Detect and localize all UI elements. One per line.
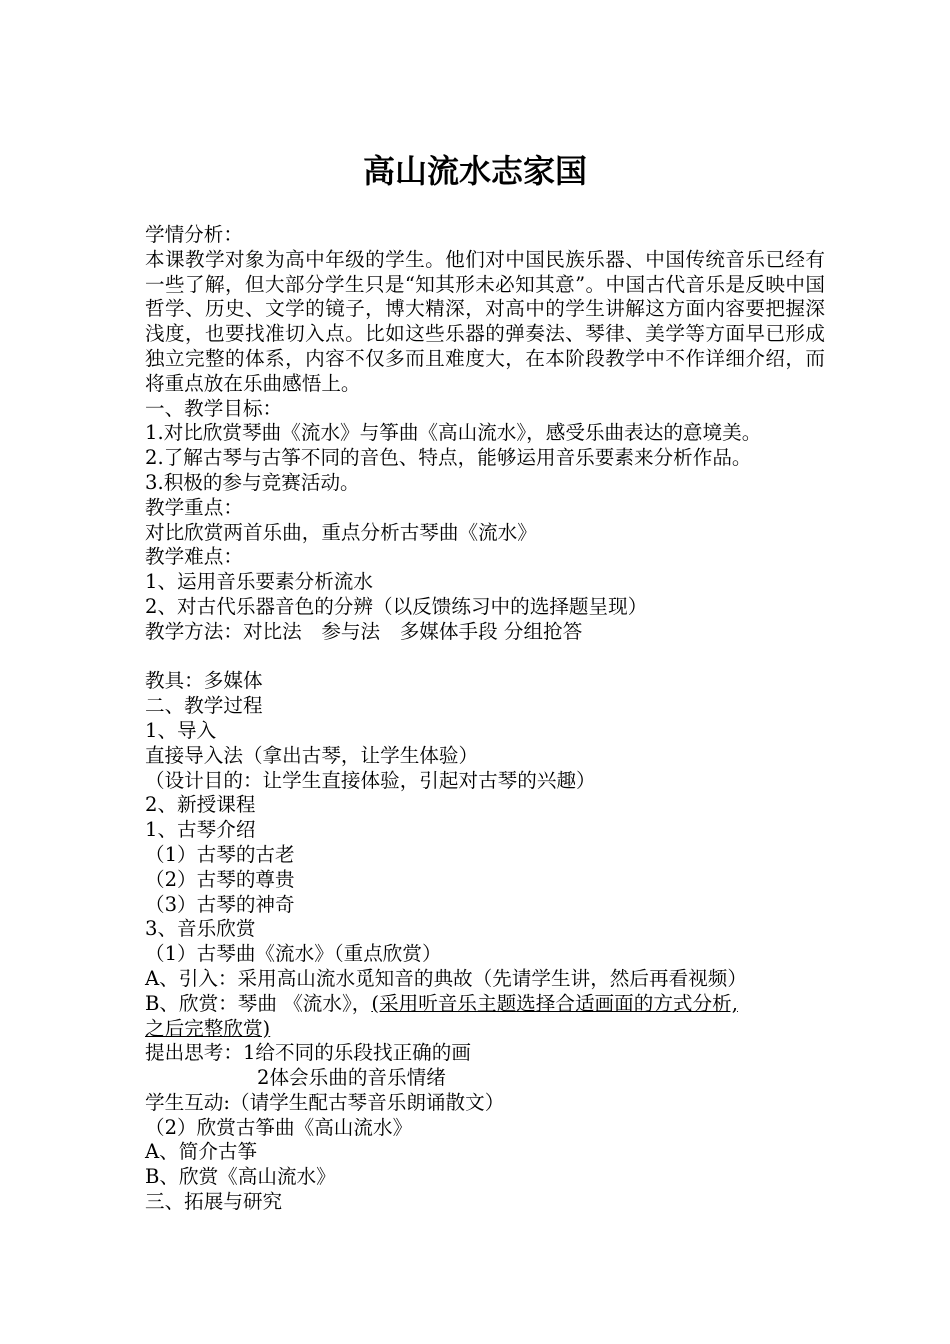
process-intro-method: 直接导入法（拿出古琴，让学生体验）	[145, 743, 479, 767]
thinking-question-1: 提出思考：1给不同的乐段找正确的画	[145, 1041, 471, 1065]
goal-item-1: 1.对比欣赏琴曲《流水》与筝曲《高山流水》，感受乐曲表达的意境美。	[145, 421, 762, 445]
guzheng-step-b: B、欣赏《高山流水》	[145, 1165, 336, 1189]
appreciation-step-a: A、引入：采用高山流水觅知音的典故（先请学生讲，然后再看视频）	[145, 966, 747, 990]
blank-line	[145, 645, 825, 670]
goal-item-2: 2.了解古琴与古筝不同的音色、特点，能够运用音乐要素来分析作品。	[145, 446, 752, 470]
process-step-new-lesson: 2、新授课程	[145, 793, 256, 817]
appreciation-item-gaoshan: （2）欣赏古筝曲《高山流水》	[145, 1115, 413, 1139]
student-interaction: 学生互动:（请学生配古琴音乐朗诵散文）	[145, 1090, 505, 1114]
thinking-question-2: 2体会乐曲的音乐情绪	[257, 1066, 446, 1090]
guqin-intro-item-1: （1）古琴的古老	[145, 842, 295, 866]
section-heading-extension: 三、拓展与研究	[145, 1190, 283, 1214]
guqin-intro-item-3: （3）古琴的神奇	[145, 892, 295, 916]
section-heading-goals: 一、教学目标：	[145, 396, 283, 420]
analysis-paragraph: 本课教学对象为高中年级的学生。他们对中国民族乐器、中国传统音乐已经有一些了解，但大部分学生只是“知其形未必知其意”。中国古代音乐是反映中国哲学、历史、文学的镜子，博大精深，对高中的学生讲解这方面内容要把握深浅度，也要找准切入点。比如这些乐器的弹奏法、琴律、美学等方面早已形成独立完整的体系，内容不仅多而且难度大，在本阶段教学中不作详细介绍，而将重点放在乐曲感悟上。	[145, 247, 825, 395]
process-step-intro: 1、导入	[145, 718, 217, 742]
guzheng-step-a: A、简介古筝	[145, 1140, 258, 1164]
page-title: 高山流水志家国	[362, 152, 587, 191]
music-appreciation-heading: 3、音乐欣赏	[145, 917, 256, 941]
guqin-intro-heading: 1、古琴介绍	[145, 818, 256, 842]
appreciation-item-liushui: （1）古琴曲《流水》（重点欣赏）	[145, 942, 442, 966]
difficulty-item-2: 2、对古代乐器音色的分辨（以反馈练习中的选择题呈现）	[145, 594, 648, 618]
difficulty-item-1: 1、运用音乐要素分析流水	[145, 570, 373, 594]
section-heading-process: 二、教学过程	[145, 694, 263, 718]
section-heading-analysis: 学情分析：	[145, 223, 243, 246]
teaching-aids: 教具：多媒体	[145, 669, 263, 693]
goal-item-3: 3.积极的参与竞赛活动。	[145, 470, 360, 494]
key-points-text: 对比欣赏两首乐曲，重点分析古琴曲《流水》	[145, 520, 537, 544]
appreciation-step-b-label: B、欣赏：琴曲 《流水》，	[145, 991, 372, 1015]
section-heading-key-points: 教学重点：	[145, 495, 243, 519]
section-heading-difficulties: 教学难点：	[145, 545, 243, 569]
appreciation-step-b	[145, 992, 825, 1017]
process-intro-purpose: （设计目的：让学生直接体验，引起对古琴的兴趣）	[145, 768, 596, 792]
teaching-methods: 教学方法：对比法 参与法 多媒体手段 分组抢答	[145, 619, 583, 643]
appreciation-step-b-method-cont: 之后完整欣赏)	[145, 1016, 271, 1040]
appreciation-step-b-method: (采用听音乐主题选择合适画面的方式分析,	[371, 991, 738, 1015]
document-body	[145, 223, 825, 1215]
guqin-intro-item-2: （2）古琴的尊贵	[145, 867, 295, 891]
